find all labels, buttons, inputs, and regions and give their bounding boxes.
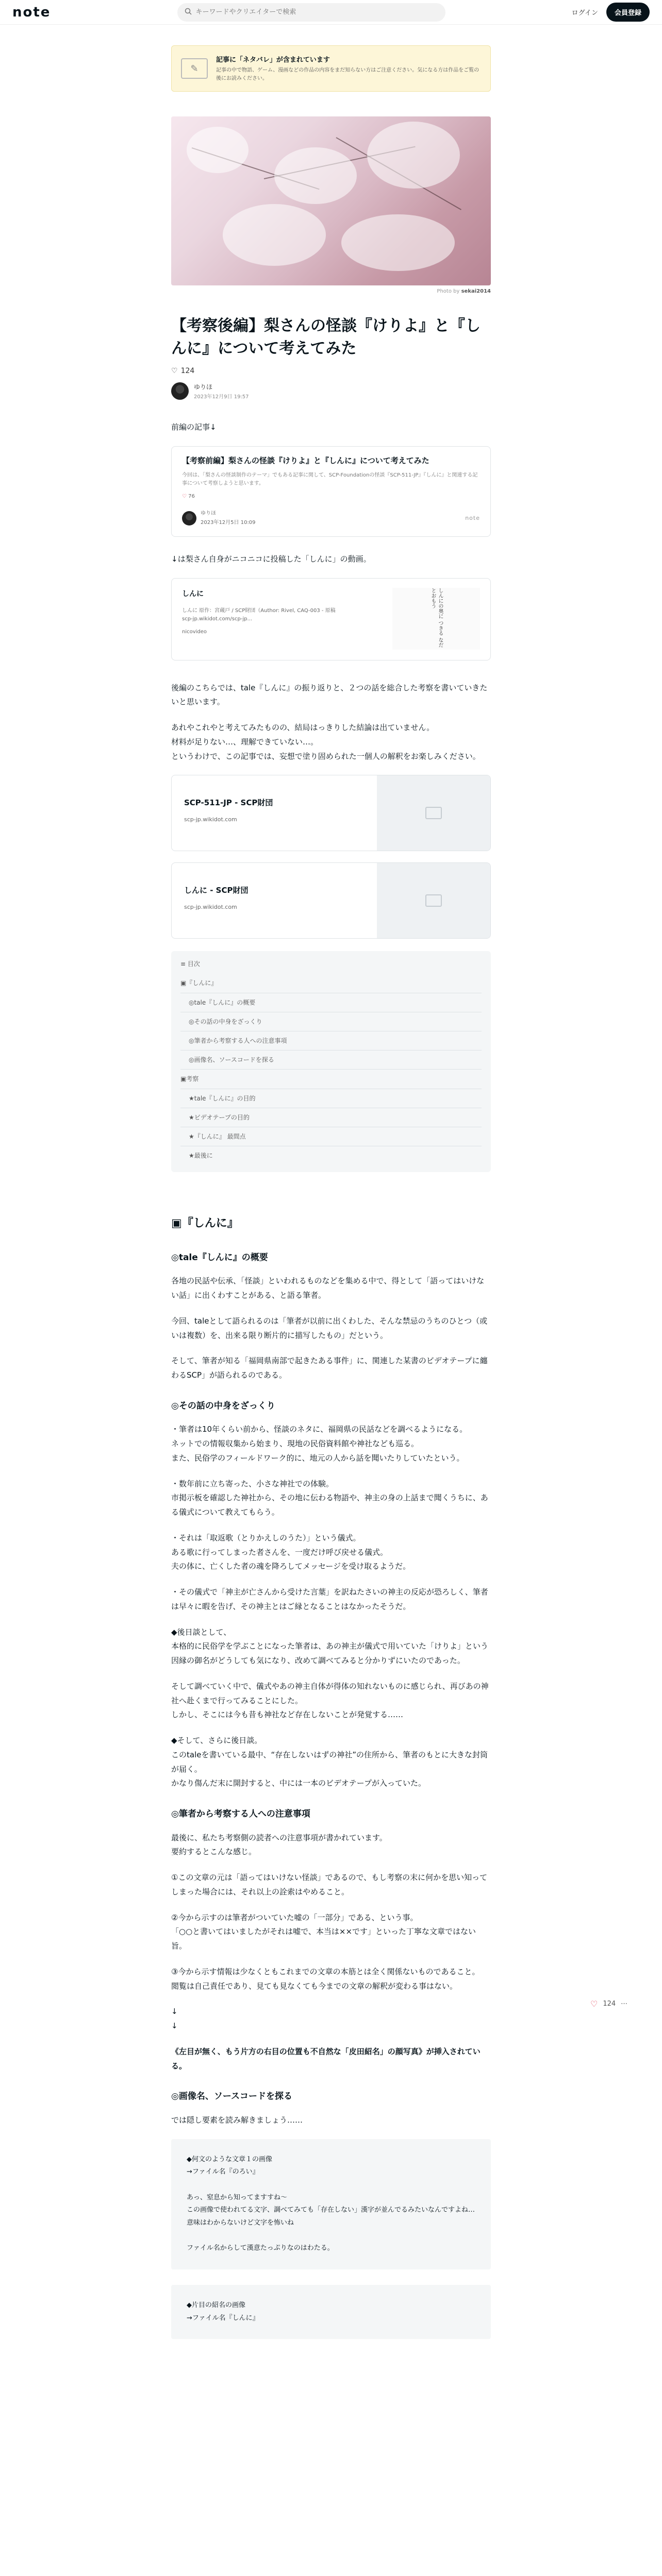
paragraph: 前編の記事↓	[171, 422, 217, 432]
publish-date: 2023年12月9日 19:57	[194, 394, 249, 400]
avatar	[182, 511, 196, 526]
photo-credit-link[interactable]: sekai2014	[461, 289, 491, 294]
paragraph: そして、筆者が知る「福岡県南部で起きたある事件」に、関連した某書のビデオテープに纏わるSCP」が語られるのである。	[171, 1356, 488, 1380]
toc-item[interactable]: ★tale『しんに』の目的	[180, 1089, 482, 1108]
video-title: しんに	[182, 589, 204, 598]
floating-like-bar	[590, 1999, 627, 2009]
search-bar[interactable]	[177, 3, 445, 22]
note-logo: note	[465, 515, 480, 522]
paragraph: 《左目が無く、もう片方の右目の位置も不自然な「皮田紹名」の顔写真》が挿入されている。	[171, 2046, 481, 2071]
link-card-title: しんに - SCP財団	[184, 886, 249, 895]
paragraph: ◆後日談として、 本格的に民俗学を学ぶことになった筆者は、あの神主が儀式で用いていた「けりよ」という因縁の御名がどうしても気になり、改めて調べてみると分かりずにいたのであった。	[171, 1627, 489, 1666]
paragraph: では隠し要素を読み解きましょう……	[171, 2115, 303, 2125]
embedded-note-card[interactable]	[171, 446, 491, 537]
paragraph: ・数年前に立ち寄った、小さな神社での体験。 市掲示板を確認した神社から、その地に伝わる物語や、神主の身の上話まで聞くうちに、ある儀式について教えてもらう。	[171, 1479, 488, 1517]
spoiler-text: 記事の中で物語、ゲーム、漫画などの作品の内容をまだ知らない方はご注意ください。気になる方は作品をご覧の後にお読みください。	[216, 67, 479, 81]
quote-block: ◆何文のような文章１の画像 →ファイル名『のろい』 あっ、窒息から知ってますすね〜 この画像で使われてる文字、調べてみても「存在しない」漢字が並んでるみたいなんですよね… 意味はわからないけど文字を怖いね ファイル名からして漢意たっぷりなのはわたる。	[171, 2139, 491, 2270]
link-card[interactable]	[171, 862, 491, 939]
toc-item[interactable]: ◎その話の中身をざっくり	[180, 1012, 482, 1031]
video-desc: しんに 原作：宮蔵戸 / SCP財団（Author: Rivel, CAQ-003 - 原稿 scp-jp.wikidot.com/scp-jp...	[182, 608, 336, 622]
toc-item[interactable]: ◎筆者から考察する人への注意事項	[180, 1031, 482, 1050]
like-count: 124	[180, 367, 195, 375]
embed-like-count: 76	[188, 494, 195, 500]
author-name[interactable]: ゆりほ	[194, 383, 213, 391]
video-site: nicovideo	[182, 629, 207, 635]
spoiler-title: 記事に「ネタバレ」が含まれています	[216, 56, 330, 64]
toc-item[interactable]: ▣『しんに』	[180, 974, 482, 993]
subsection-heading: ◎tale『しんに』の概要	[171, 1252, 268, 1263]
note-logo[interactable]: note	[12, 4, 51, 20]
paragraph: ①この文章の元は「語ってはいけない怪談」であるので、もし考察の末に何かを思い知ってしまった場合には、それ以上の詮索はやめること。	[171, 1873, 488, 1896]
link-card-title: SCP-511-JP - SCP財団	[184, 798, 273, 808]
paragraph: 後編のこちらでは、tale『しんに』の振り返りと、２つの話を総合した考察を書いていきたいと思います。	[171, 683, 488, 707]
paragraph: ◆そして、さらに後日談。 このtaleを書いている最中、“存在しないはずの神社”の住所から、筆者のもとに大きな封筒が届く。 かなり傷んだ末に開封すると、中には一本のビデオテープが入っていた。	[171, 1736, 488, 1788]
paragraph: ・筆者は10年くらい前から、怪談のネタに、福岡県の民話などを調べるようになる。 ネットでの情報収集から始まり、現地の民俗資料館や神社なども巡る。 また、民俗学のフィールドワーク的に、地元の人から話を聞いたりしていたという。	[171, 1425, 468, 1463]
spoiler-icon: ✎	[181, 58, 208, 79]
article-container	[171, 45, 491, 2339]
signup-button[interactable]: 会員登録	[606, 3, 650, 22]
search-input[interactable]	[196, 8, 438, 16]
floating-like-count: 124	[603, 2000, 616, 2008]
table-of-contents	[171, 951, 491, 1172]
embed-date: 2023年12月5日 10:09	[201, 520, 256, 526]
toc-item[interactable]: ★最後に	[189, 1152, 213, 1160]
link-card-url: scp-jp.wikidot.com	[184, 816, 237, 823]
subsection-heading: ◎筆者から考察する人への注意事項	[171, 1809, 310, 1820]
login-link[interactable]: ログイン	[571, 9, 598, 17]
subsection-heading: ◎画像名、ソースコードを探る	[171, 2091, 292, 2102]
toc-item[interactable]: ◎画像名、ソースコードを探る	[180, 1050, 482, 1070]
image-placeholder-icon	[425, 894, 442, 907]
embedded-video-card[interactable]	[171, 578, 491, 660]
image-placeholder-icon	[425, 807, 442, 819]
embed-desc: 今回は、「梨さんの怪談制作のテーマ」でもある記事に関して、SCP-Foundationの怪談『SCP-511-JP』『しんに』と関連する記事について考察しようと思います。	[182, 472, 478, 487]
paragraph: あれやこれやと考えてみたものの、結局はっきりした結論は出ていません。 材料が足りない…、理解できていない…。 というわけで、この記事では、妄想で塗り固められた一個人の解釈をお楽しみください。	[171, 723, 481, 761]
link-card[interactable]	[171, 775, 491, 851]
heart-icon[interactable]: ♡	[171, 367, 178, 375]
paragraph: ③今から示す情報は少なくともこれまでの文章の本筋とは全く関係ないものであること。 閲覧は自己責任であり、見ても見なくても今までの文章の解釈が変わる事はない。	[171, 1967, 480, 1991]
paragraph: 各地の民話や伝承、「怪談」といわれるものなどを集める中で、得として「語ってはいけない話」に出くわすことがある、と語る筆者。	[171, 1276, 485, 1300]
toc-heading: ≡ 目次	[180, 960, 200, 968]
paragraph: 最後に、私たち考察側の読者への注意事項が書かれています。 要約するとこんな感じ。	[171, 1833, 387, 1857]
paragraph: そして調べていく中で、儀式やあの神主自体が得体の知れないものに感じられ、再びあの神社へ赴くまで行ってみることにした。 しかし、そこには今も昔も神社など存在しないことが発覚する……	[171, 1681, 489, 1720]
paragraph: ↓ ↓	[171, 2007, 178, 2031]
link-card-url: scp-jp.wikidot.com	[184, 904, 237, 910]
subsection-heading: ◎その話の中身をざっくり	[171, 1400, 275, 1411]
embed-title: 【考察前編】梨さんの怪談『けりよ』と『しんに』について考えてみた	[182, 455, 429, 465]
hero-image	[171, 116, 491, 285]
list-icon: ≡	[180, 960, 186, 968]
paragraph: ・それは「取返歌（とりかえしのうた）」という儀式。 ある歌に行ってしまった者さんを、一度だけ呼び戻せる儀式。 夫の体に、亡くした者の魂を降ろしてメッセージを受け取るようだ。	[171, 1533, 411, 1571]
paragraph: ↓は梨さん自身がニコニコに投稿した「しんに」の動画。	[171, 554, 371, 564]
section-heading: ▣『しんに』	[171, 1217, 239, 1230]
like-row	[171, 367, 491, 375]
quote-block: ◆片目の紹名の画像 →ファイル名『しんに』	[171, 2285, 491, 2339]
paragraph: 今回、taleとして語られるのは「筆者が以前に出くわした、そんな禁忌のうちのひとつ（或いは複数）を、出来る限り断片的に描写したもの」だという。	[171, 1316, 488, 1340]
toc-item[interactable]: ◎tale『しんに』の概要	[180, 993, 482, 1012]
video-thumbnail: しんにの奥に つきる なだとおもう	[392, 588, 480, 650]
avatar[interactable]	[171, 382, 189, 400]
photo-credit: Photo by sekai2014	[437, 289, 491, 294]
author-info	[171, 382, 491, 400]
spoiler-banner	[171, 45, 491, 92]
search-icon	[185, 7, 192, 17]
article-body	[171, 420, 491, 2339]
heart-icon: ♡	[182, 494, 187, 500]
toc-item[interactable]: ★ビデオテープの目的	[180, 1108, 482, 1127]
more-icon[interactable]: ⋯	[621, 2000, 628, 2008]
toc-item[interactable]: ★『しんに』 最間点	[180, 1127, 482, 1146]
paragraph: ・その儀式で「神主が亡さんから受けた言葉」を訳ねたさいの神主の反応が恐ろしく、筆者は早々に暇を告げ、その神主とはご縁となることはなかったそうだ。	[171, 1587, 488, 1611]
toc-item[interactable]: ▣考察	[180, 1070, 482, 1089]
header-actions	[572, 3, 650, 22]
paragraph: ②今から示すのは筆者がついていた嘘の「一部分」である、という事。 「○○と書いてはいましたがそれは嘘で、本当は××です」といった丁寧な文章ではない旨。	[171, 1912, 476, 1951]
embed-author: ゆりほ	[201, 510, 216, 516]
heart-icon[interactable]: ♡	[590, 1999, 598, 2009]
site-header	[0, 0, 662, 25]
article-title: 【考察後編】梨さんの怪談『けりよ』と『しんに』について考えてみた	[171, 317, 481, 358]
